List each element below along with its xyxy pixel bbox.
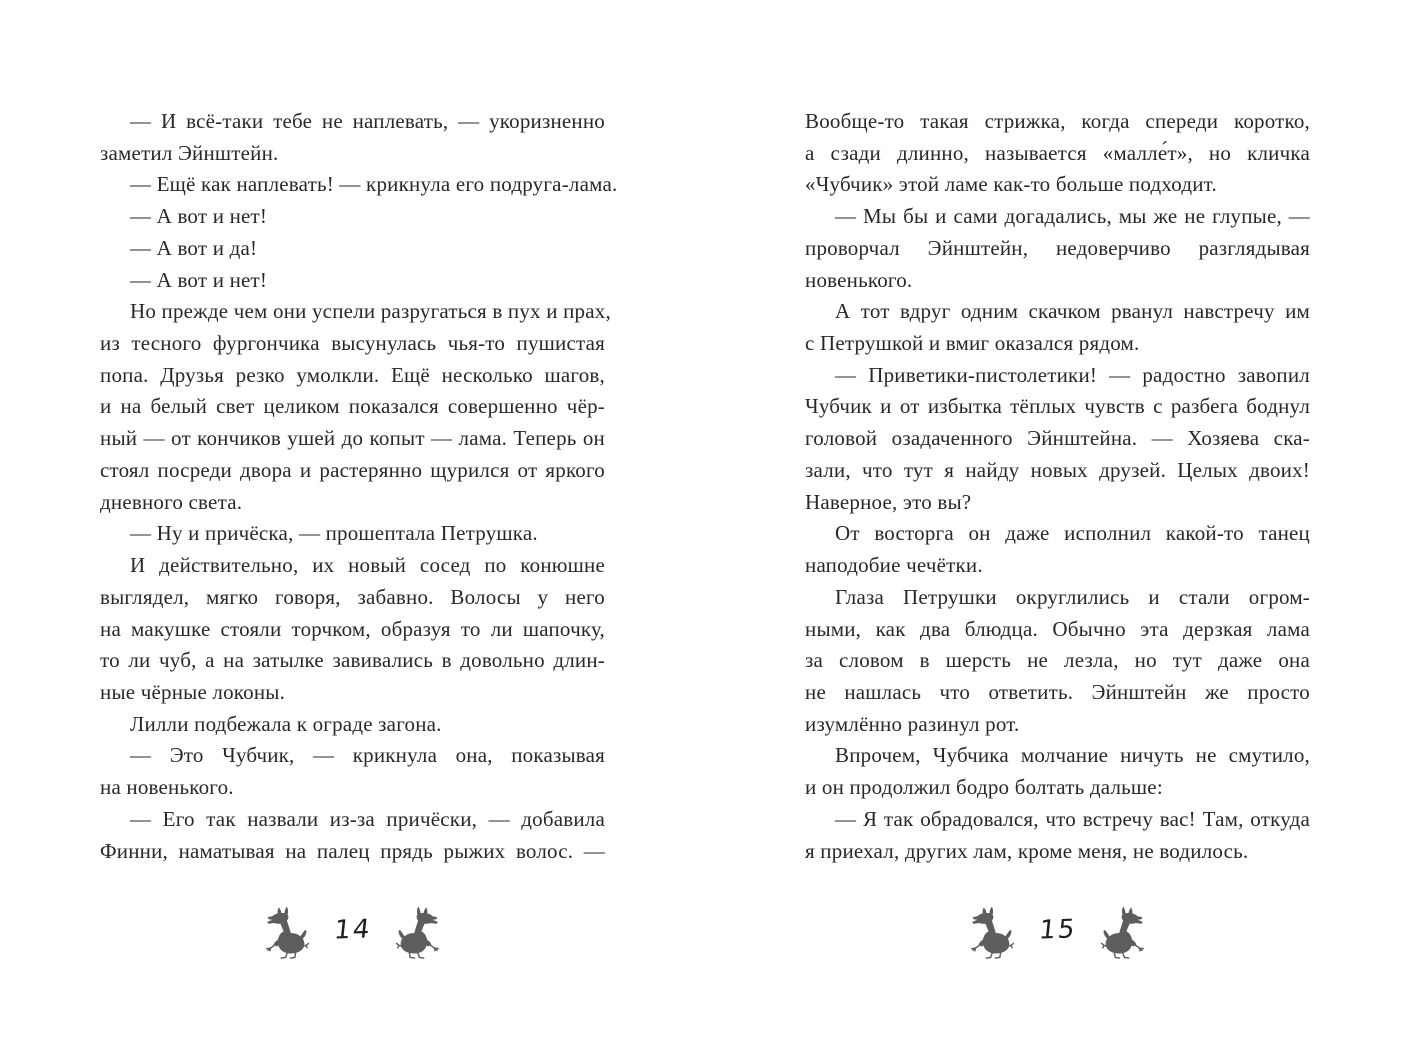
text-line: — Это Чубчик, — крикнула она, показывая <box>130 743 605 768</box>
text-line: А тот вдруг одним скачком рванул навстречу им <box>835 299 1310 324</box>
text-line: Но прежде чем они успели разругаться в пух и прах, <box>130 299 611 324</box>
llama-icon <box>395 903 443 963</box>
text-line: и он продолжил бодро болтать дальше: <box>805 775 1163 800</box>
text-line: то ли чуб, а на затылке завивались в довольно длин- <box>100 648 605 673</box>
text-line: зали, что тут я найду новых друзей. Целых двоих! <box>805 457 1310 482</box>
book-page-left <box>100 0 618 1050</box>
text-line: на макушке стояли торчком, образуя то ли шапочку, <box>100 616 605 641</box>
text-line: Чубчик и от избытка тёплых чувств с разбега боднул <box>805 394 1310 419</box>
text-line: с Петрушкой и вмиг оказался рядом. <box>805 331 1140 356</box>
text-line: И действительно, их новый сосед по конюшне <box>130 553 605 578</box>
text-line: Впрочем, Чубчика молчание ничуть не смутило, <box>835 743 1310 768</box>
llama-icon <box>967 903 1015 963</box>
text-line: наподобие чечётки. <box>805 553 983 578</box>
text-line: а сзади длинно, называется «малле́т», но кличка <box>805 140 1310 165</box>
text-line: Глаза Петрушки округлились и стали огром- <box>835 584 1310 609</box>
text-line: — Ещё как наплевать! — крикнула его подруга-лама. <box>130 172 618 197</box>
page-number: 15 <box>1037 914 1079 946</box>
text-line: я приехал, других лам, кроме меня, не водилось. <box>805 838 1249 863</box>
text-line: — А вот и да! <box>130 235 258 260</box>
text-line: головой озадаченного Эйнштейна. — Хозяева ска- <box>805 426 1310 451</box>
page-footer <box>805 898 1310 968</box>
text-line: От восторга он даже исполнил какой-то танец <box>835 521 1310 546</box>
text-line: стоял посреди двора и растерянно щурился от яркого <box>100 457 605 482</box>
text-line: дневного света. <box>100 489 243 514</box>
text-line: и на белый свет целиком показался совершенно чёр- <box>100 394 605 419</box>
page-text <box>100 106 618 867</box>
text-line: «Чубчик» этой ламе как-то больше подходит. <box>805 172 1217 197</box>
text-line: — А вот и нет! <box>130 267 268 292</box>
text-line: — И всё-таки тебе не наплевать, — укоризненно <box>130 109 605 133</box>
text-line: — Приветики-пистолетики! — радостно завопил <box>835 362 1310 387</box>
text-line: из тесного фургончика высунулась чья-то пушистая <box>100 331 605 356</box>
text-line: заметил Эйнштейн. <box>100 140 279 165</box>
text-line: ный — от кончиков ушей до копыт — лама. Теперь он <box>100 426 605 451</box>
text-line: ные чёрные локоны. <box>100 679 286 704</box>
text-line: — Мы бы и сами догадались, мы же не глупые, — <box>835 204 1310 229</box>
text-line: — Ну и причёска, — прошептала Петрушка. <box>130 521 538 546</box>
text-line: попа. Друзья резко умолкли. Ещё несколько шагов, <box>100 362 605 387</box>
text-line: новенького. <box>805 267 913 292</box>
text-line: выглядел, мягко говоря, забавно. Волосы у него <box>100 584 605 609</box>
text-line: Наверное, это вы? <box>805 489 972 514</box>
text-line: на новенького. <box>100 775 234 800</box>
page-number: 14 <box>332 914 374 946</box>
text-line: не нашлась что ответить. Эйнштейн же просто <box>805 679 1310 704</box>
llama-icon <box>1100 903 1148 963</box>
text-line: ными, как два блюдца. Обычно эта дерзкая лама <box>805 616 1310 641</box>
text-line: — Я так обрадовался, что встречу вас! Там, откуда <box>835 806 1310 831</box>
text-line: — А вот и нет! <box>130 204 268 229</box>
text-line: Лилли подбежала к ограде загона. <box>130 711 442 736</box>
llama-icon <box>262 903 310 963</box>
text-line: — Его так назвали из-за причёски, — добавила <box>130 806 605 831</box>
text-line: за словом в шерсть не лезла, но тут даже она <box>805 648 1310 673</box>
page-text <box>805 106 1310 867</box>
book-page-right <box>805 0 1310 1050</box>
page-footer <box>100 898 605 968</box>
text-line: проворчал Эйнштейн, недоверчиво разглядывая <box>805 235 1310 260</box>
text-line: Вообще-то такая стрижка, когда спереди коротко, <box>805 109 1310 133</box>
text-line: Финни, наматывая на палец прядь рыжих волос. — <box>100 838 605 863</box>
text-line: изумлённо разинул рот. <box>805 711 1020 736</box>
